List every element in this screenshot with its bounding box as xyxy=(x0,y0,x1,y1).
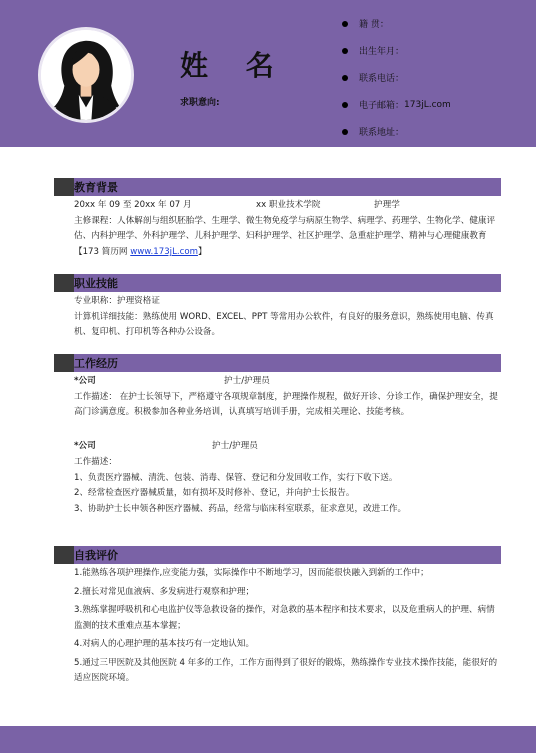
info-label: 联系地址： xyxy=(359,128,405,138)
eval-line: 1.能熟练各项护理操作,应变能力强，实际操作中不断地学习，因而能很快融入到新的工作中； xyxy=(74,568,429,578)
section-content xyxy=(54,292,501,341)
info-label: 出生年月： xyxy=(359,47,405,57)
info-label: 籍 贯： xyxy=(359,20,389,30)
eval-line: 3.熟练掌握呼吸机和心电监护仪等急救设备的操作，对急救的基本程序和技术要求，以及危重病人的护理、病情监测的技术重难点基本掌握； xyxy=(74,605,495,631)
footer-banner xyxy=(0,726,536,753)
section-title: 教育背景 xyxy=(74,181,118,194)
eval-line: 5.通过三甲医院及其他医院 4 年多的工作，工作方面得到了很好的锻炼，熟练操作专业技术操作技能，能很好的适应医院环境。 xyxy=(74,657,498,683)
bullet-dot-icon xyxy=(342,21,348,27)
info-label: 联系电话： xyxy=(359,74,405,84)
education-school: xx 职业技术学院 xyxy=(256,200,321,210)
section-title-bar xyxy=(54,178,501,196)
education-courses xyxy=(74,214,501,261)
bullet-dot-icon xyxy=(342,75,348,81)
info-hometown xyxy=(342,10,532,37)
job-line: 工作描述： 在护士长领导下，严格遵守各项规章制度，护理操作规程，做好开诊、分诊工作，确保护理安全，提高门诊满意度。积极参加各种业务培训，认真填写培训手册，完成相关理论、技能考核。 xyxy=(74,391,498,418)
job-intent-label: 求职意向: xyxy=(180,98,220,108)
job-company: *公司 xyxy=(74,376,96,386)
education-major: 护理学 xyxy=(374,200,400,210)
job-position: 护士/护理员 xyxy=(212,441,258,452)
education-period: 20xx 年 09 至 20xx 年 07 月 xyxy=(74,200,192,210)
info-email xyxy=(342,91,532,118)
job-line: 工作描述： xyxy=(74,456,117,467)
section-title: 自我评价 xyxy=(74,549,118,562)
job-company: *公司 xyxy=(74,441,96,452)
info-birthdate xyxy=(342,37,532,64)
section-content xyxy=(54,196,501,261)
job-line: 3、协助护士长申领各种医疗器械、药品，经常与临床科室联系，征求意见，改进工作。 xyxy=(74,503,407,514)
info-label: 电子邮箱： xyxy=(359,101,405,111)
job-header xyxy=(74,439,501,455)
section-title-bar xyxy=(54,546,501,564)
section-title: 职业技能 xyxy=(74,277,118,290)
header-banner xyxy=(0,0,536,147)
education-row xyxy=(74,198,501,214)
section-work xyxy=(54,354,501,518)
female-avatar-icon xyxy=(41,30,131,120)
eval-line: 2.擅长对常见血液病、多发病进行观察和护理； xyxy=(74,586,255,597)
spacer xyxy=(74,421,501,439)
skill-line: 专业职称：护理资格证 xyxy=(74,296,160,306)
courses-text: 主修课程：人体解剖与组织胚胎学、生理学、微生物免疫学与病原生物学、病理学、药理学、生物化学、健康评估、内科护理学、外科护理学、儿科护理学、妇科护理学、社区护理学、急重症护理学、精神与心理健康教育【173 简历网 xyxy=(74,215,496,258)
section-title-bar xyxy=(54,354,501,372)
section-content xyxy=(54,564,501,687)
info-value: 173jL.com xyxy=(404,99,451,110)
section-title-bar xyxy=(54,274,501,292)
info-phone xyxy=(342,64,532,91)
skill-line: 计算机详细技能：熟练使用 WORD、EXCEL、PPT 等常用办公软件，有良好的服务意识，熟练使用电脑、传真机、复印机、打印机等各种办公设备。 xyxy=(74,311,494,338)
info-address xyxy=(342,118,532,145)
avatar xyxy=(38,27,134,123)
bullet-dot-icon xyxy=(342,102,348,108)
website-link[interactable]: www.173jL.com xyxy=(130,247,198,258)
job-header xyxy=(74,374,501,390)
section-skills xyxy=(54,274,501,341)
courses-end: 】 xyxy=(197,247,207,258)
person-name: 姓 名 xyxy=(180,49,288,82)
section-self-eval xyxy=(54,546,501,687)
bullet-dot-icon xyxy=(342,48,348,54)
job-line: 1、负责医疗器械、清洗、包装、消毒、保管、登记和分发回收工作，实行下收下送。 xyxy=(74,472,398,483)
section-title: 工作经历 xyxy=(74,357,118,370)
section-content xyxy=(54,372,501,518)
bullet-dot-icon xyxy=(342,129,348,135)
job-line: 2、经常检查医疗器械质量，如有损坏及时修补、登记，并向护士长报告。 xyxy=(74,488,355,499)
section-education xyxy=(54,178,501,261)
contact-info-list xyxy=(342,10,532,145)
eval-line: 4.对病人的心理护理的基本技巧有一定地认知。 xyxy=(74,639,255,649)
job-position: 护士/护理员 xyxy=(224,376,270,386)
